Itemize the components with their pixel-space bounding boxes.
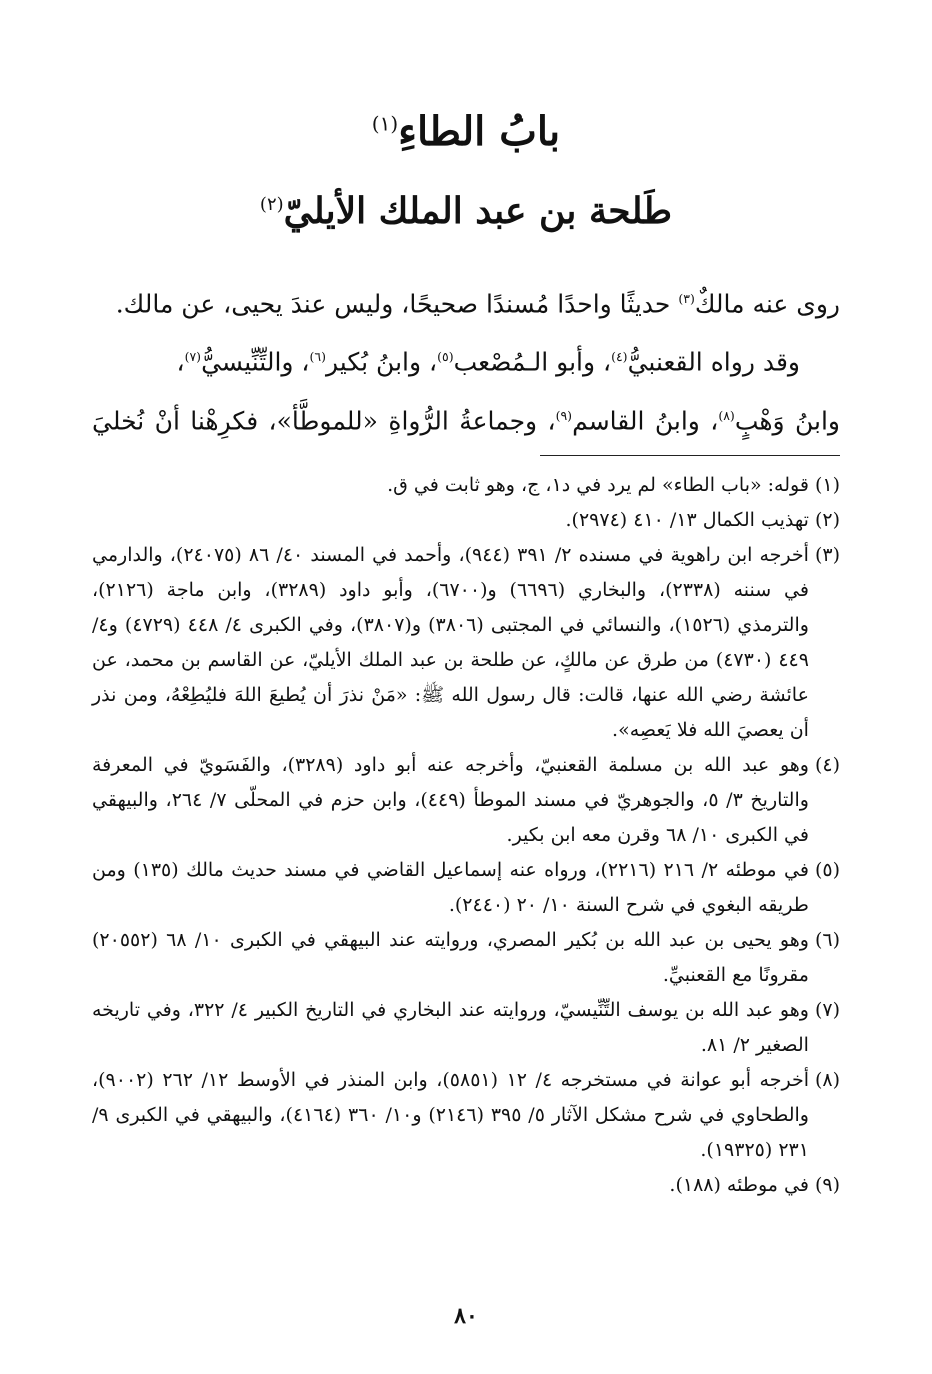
main-text-line-3 — [92, 389, 840, 447]
footnote-text: وهو يحيى بن عبد الله بن بُكير المصري، وروايته عند البيهقي في الكبرى ١٠/ ٦٨ (٢٠٥٥٢) مقرونًا مع القعنبيِّ. — [92, 929, 809, 986]
footnote-text: في موطئه (١٨٨). — [669, 1174, 809, 1196]
main-text-line-2 — [92, 330, 840, 388]
text-segment: ، — [176, 347, 185, 377]
footnote-number: (٥) — [814, 859, 840, 881]
footnote-3 — [92, 538, 840, 748]
footnote-7 — [92, 993, 840, 1063]
page-number: ٨٠ — [454, 1303, 478, 1329]
footnote-5 — [92, 853, 840, 923]
text-segment: ، وابنُ بُكير — [326, 347, 438, 377]
footnote-2 — [92, 503, 840, 538]
footnote-number: (٩) — [814, 1174, 840, 1196]
chapter-title-text: بابُ الطاءِ — [398, 108, 561, 155]
footnote-4 — [92, 748, 840, 853]
text-segment: ، وأبو الـمُصْعب — [453, 347, 612, 377]
footnotes — [92, 468, 840, 1203]
footnote-ref-5[interactable]: (٥) — [437, 349, 454, 365]
footnote-number: (٦) — [814, 929, 840, 951]
footnote-text: تهذيب الكمال ١٣/ ٤١٠ (٢٩٧٤). — [565, 509, 809, 531]
footnote-text: وهو عبد الله بن مسلمة القعنبيّ، وأخرجه عنه أبو داود (٣٢٨٩)، والفَسَويّ في المعرفة والتاريخ ٣/ ٥، والجوهريّ في مسند الموطأ (٤٤٩)، وابن حزم في المحلّى ٧/ ٢٦٤، والبيهقي في الكبرى ١٠/ ٦٨ وقرن معه ابن بكير. — [92, 754, 809, 846]
text-segment: روى عنه مالكٌ — [694, 289, 840, 319]
chapter-title — [0, 108, 932, 155]
footnote-text: في موطئه ٢/ ٢١٦ (٢٢١٦)، ورواه عنه إسماعيل القاضي في مسند حديث مالك (١٣٥) ومن طريقه البغوي في شرح السنة ١٠/ ٢٠ (٢٤٤٠). — [92, 859, 809, 916]
text-segment: وقد رواه القعنبيُّ — [627, 347, 800, 377]
main-text-line-1 — [92, 272, 840, 330]
main-text — [92, 272, 840, 447]
footnote-text: أخرجه أبو عوانة في مستخرجه ٤/ ١٢ (٥٨٥١)، وابن المنذر في الأوسط ١٢/ ٢٦٢ (٩٠٠٢)، والطحاوي في شرح مشكل الآثار ٥/ ٣٩٥ (٢١٤٦) و١٠/ ٣٦٠ (٤١٦٤)، والبيهقي في الكبرى ٩/ ٢٣١ (١٩٣٢٥). — [92, 1069, 809, 1161]
footnote-number: (٢) — [814, 509, 840, 531]
footnote-text: أخرجه ابن راهوية في مسنده ٢/ ٣٩١ (٩٤٤)، وأحمد في المسند ٤٠/ ٨٦ (٢٤٠٧٥)، والدارمي في سننه (٢٣٣٨)، والبخاري (٦٦٩٦) و(٦٧٠٠)، وأبو داود (٣٢٨٩)، وابن ماجة (٢١٢٦)، والترمذي (١٥٢٦)، والنسائي في المجتبى (٣٨٠٦) و(٣٨٠٧)، وفي الكبرى ٤/ ٤٤٨ (٤٧٢٩) و٤/ ٤٤٩ (٤٧٣٠) من طرق عن مالكٍ، عن طلحة بن عبد الملك الأيليّ، عن القاسم بن محمد، عن عائشة رضي الله عنها، قالت: قال رسول الله ﷺ: «مَنْ نذرَ أن يُطيعَ اللهَ فليُطِعْهُ، ومن نذر أن يعصيَ الله فلا يَعصِه». — [92, 544, 809, 741]
footnote-text: وهو عبد الله بن يوسف التِّنِّيسيّ، وروايته عند البخاري في التاريخ الكبير ٤/ ٣٢٢، وفي تاريخه الصغير ٢/ ٨١. — [92, 999, 809, 1056]
text-segment: ، وابنُ القاسم — [572, 405, 719, 435]
footnote-ref-9[interactable]: (٩) — [555, 407, 573, 423]
footnote-ref-6[interactable]: (٦) — [309, 349, 326, 365]
narrator-title-footnote-ref[interactable]: (٢) — [259, 194, 284, 215]
footnote-6 — [92, 923, 840, 993]
footnote-ref-3[interactable]: (٣) — [678, 291, 695, 306]
footnote-9 — [92, 1168, 840, 1203]
footnote-number: (٤) — [814, 754, 840, 776]
footnote-number: (٧) — [814, 999, 840, 1021]
footnote-8 — [92, 1063, 840, 1168]
narrator-title — [0, 190, 932, 232]
footnote-ref-4[interactable]: (٤) — [611, 349, 628, 365]
text-segment: حديثًا واحدًا مُسندًا صحيحًا، وليس عندَ يحيى، عن مالك. — [115, 289, 679, 319]
text-segment: ، وجماعةُ الرُّواةِ «للموطَّأ»، فكرِهْنا أنْ نُخليَ — [92, 405, 556, 435]
footnote-text: قوله: «باب الطاء» لم يرد في د١، ج، وهو ثابت في ق. — [387, 474, 809, 496]
footnote-number: (١) — [814, 474, 840, 496]
footnote-ref-7[interactable]: (٧) — [184, 349, 202, 365]
footnote-ref-8[interactable]: (٨) — [718, 407, 735, 423]
chapter-title-footnote-ref[interactable]: (١) — [371, 111, 399, 136]
footnote-divider — [540, 455, 840, 456]
text-segment: وابنُ وَهْبٍ — [734, 405, 840, 435]
footnote-number: (٣) — [814, 544, 840, 566]
narrator-title-text: طَلحة بن عبد الملك الأيليّ — [283, 190, 673, 232]
footnote-number: (٨) — [814, 1069, 840, 1091]
text-segment: ، والتِّنِّيسيُّ — [201, 347, 310, 377]
footnote-1 — [92, 468, 840, 503]
